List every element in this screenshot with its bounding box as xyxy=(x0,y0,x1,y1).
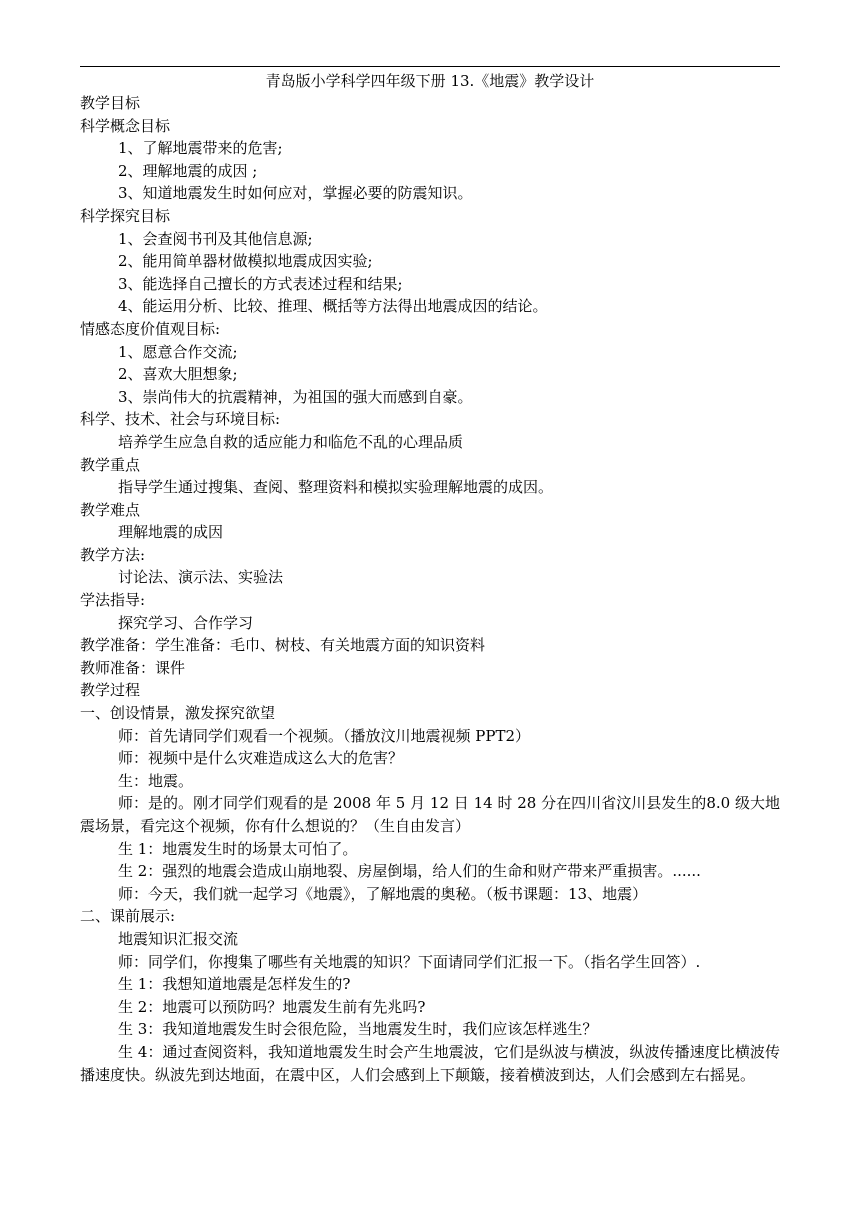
heading-difficulties: 教学难点 xyxy=(80,500,141,519)
inquiry-goal-item: 1、会查阅书刊及其他信息源; xyxy=(118,229,313,248)
dialogue-line: 师：首先请同学们观看一个视频。（播放汶川地震视频 PPT2） xyxy=(118,726,531,745)
attitude-goal-item: 2、喜欢大胆想象; xyxy=(118,365,238,384)
dialogue-line: 师：今天，我们就一起学习《地震》，了解地震的奥秘。（板书课题：13、地震） xyxy=(118,884,648,903)
document-title: 青岛版小学科学四年级下册 13.《地震》教学设计 xyxy=(265,72,595,90)
inquiry-goal-item: 2、能用简单器材做模拟地震成因实验; xyxy=(118,252,373,271)
dialogue-line: 生：地震。 xyxy=(118,771,194,790)
header-rule xyxy=(80,66,780,67)
heading-key-points: 教学重点 xyxy=(80,455,141,474)
dialogue-line: 师：视频中是什么灾难造成这么大的危害？ xyxy=(118,749,404,768)
dialogue-paragraph: 师：同学们，你搜集了哪些有关地震的知识？下面请同学们汇报一下。（指名学生回答）. xyxy=(118,952,701,971)
dialogue-paragraph: 生 4：通过查阅资料，我知道地震发生时会产生地震波，它们是纵波与横波，纵波传播速度比横波传播速度快。纵波先到达地面，在震中区，人们会感到上下颠簸，接着横波到达，人们会感到左右摇晃。 xyxy=(80,1042,780,1084)
key-points-text: 指导学生通过搜集、查阅、整理资料和模拟实验理解地震的成因。 xyxy=(118,478,554,497)
dialogue-line: 生 1：我想知道地震是怎样发生的? xyxy=(118,975,351,994)
teaching-methods-text: 讨论法、演示法、实验法 xyxy=(118,568,284,587)
heading-learning-guidance: 学法指导: xyxy=(80,591,146,610)
heading-teaching-goals: 教学目标 xyxy=(80,94,141,112)
heading-science-concept-goals: 科学概念目标 xyxy=(80,116,171,135)
heading-sts-goals: 科学、技术、社会与环境目标: xyxy=(80,410,281,429)
attitude-goal-item: 1、愿意合作交流; xyxy=(118,342,238,361)
sts-goal-text: 培养学生应急自救的适应能力和临危不乱的心理品质 xyxy=(118,432,464,451)
inquiry-goal-item: 3、能选择自己擅长的方式表述过程和结果; xyxy=(118,274,403,293)
section-one-heading: 一、创设情景，激发探究欲望 xyxy=(80,704,276,723)
dialogue-line: 生 3：我知道地震发生时会很危险，当地震发生时，我们应该怎样逃生？ xyxy=(118,1020,598,1039)
dialogue-line: 生 2：地震可以预防吗？地震发生前有先兆吗? xyxy=(118,997,426,1016)
teacher-preparation: 教师准备：课件 xyxy=(80,658,186,677)
heading-teaching-process: 教学过程 xyxy=(80,681,141,700)
student-preparation: 教学准备：学生准备：毛巾、树枝、有关地震方面的知识资料 xyxy=(80,636,486,655)
inquiry-goal-item: 4、能运用分析、比较、推理、概括等方法得出地震成因的结论。 xyxy=(118,297,548,316)
heading-attitude-goals: 情感态度价值观目标: xyxy=(80,319,221,338)
concept-goal-item: 1、了解地震带来的危害; xyxy=(118,139,283,158)
dialogue-line: 生 1：地震发生时的场景太可怕了。 xyxy=(118,839,358,858)
heading-teaching-methods: 教学方法: xyxy=(80,545,146,564)
concept-goal-item: 3、知道地震发生时如何应对，掌握必要的防震知识。 xyxy=(118,184,473,203)
subsection-heading: 地震知识汇报交流 xyxy=(118,929,239,948)
concept-goal-item: 2、理解地震的成因 ; xyxy=(118,161,258,180)
attitude-goal-item: 3、崇尚伟大的抗震精神，为祖国的强大而感到自豪。 xyxy=(118,387,473,406)
difficulties-text: 理解地震的成因 xyxy=(118,523,224,542)
learning-guidance-text: 探究学习、合作学习 xyxy=(118,613,254,632)
dialogue-paragraph: 生 2：强烈的地震会造成山崩地裂、房屋倒塌，给人们的生命和财产带来严重损害。...... xyxy=(118,862,701,881)
section-two-heading: 二、课前展示: xyxy=(80,907,176,926)
heading-inquiry-goals: 科学探究目标 xyxy=(80,206,171,225)
dialogue-paragraph: 师：是的。刚才同学们观看的是 2008 年 5 月 12 日 14 时 28 分在四川省汶川县发生的8.0 级大地震场景，看完这个视频，你有什么想说的？（生自由发言） xyxy=(80,794,780,835)
document-body xyxy=(80,92,780,1086)
